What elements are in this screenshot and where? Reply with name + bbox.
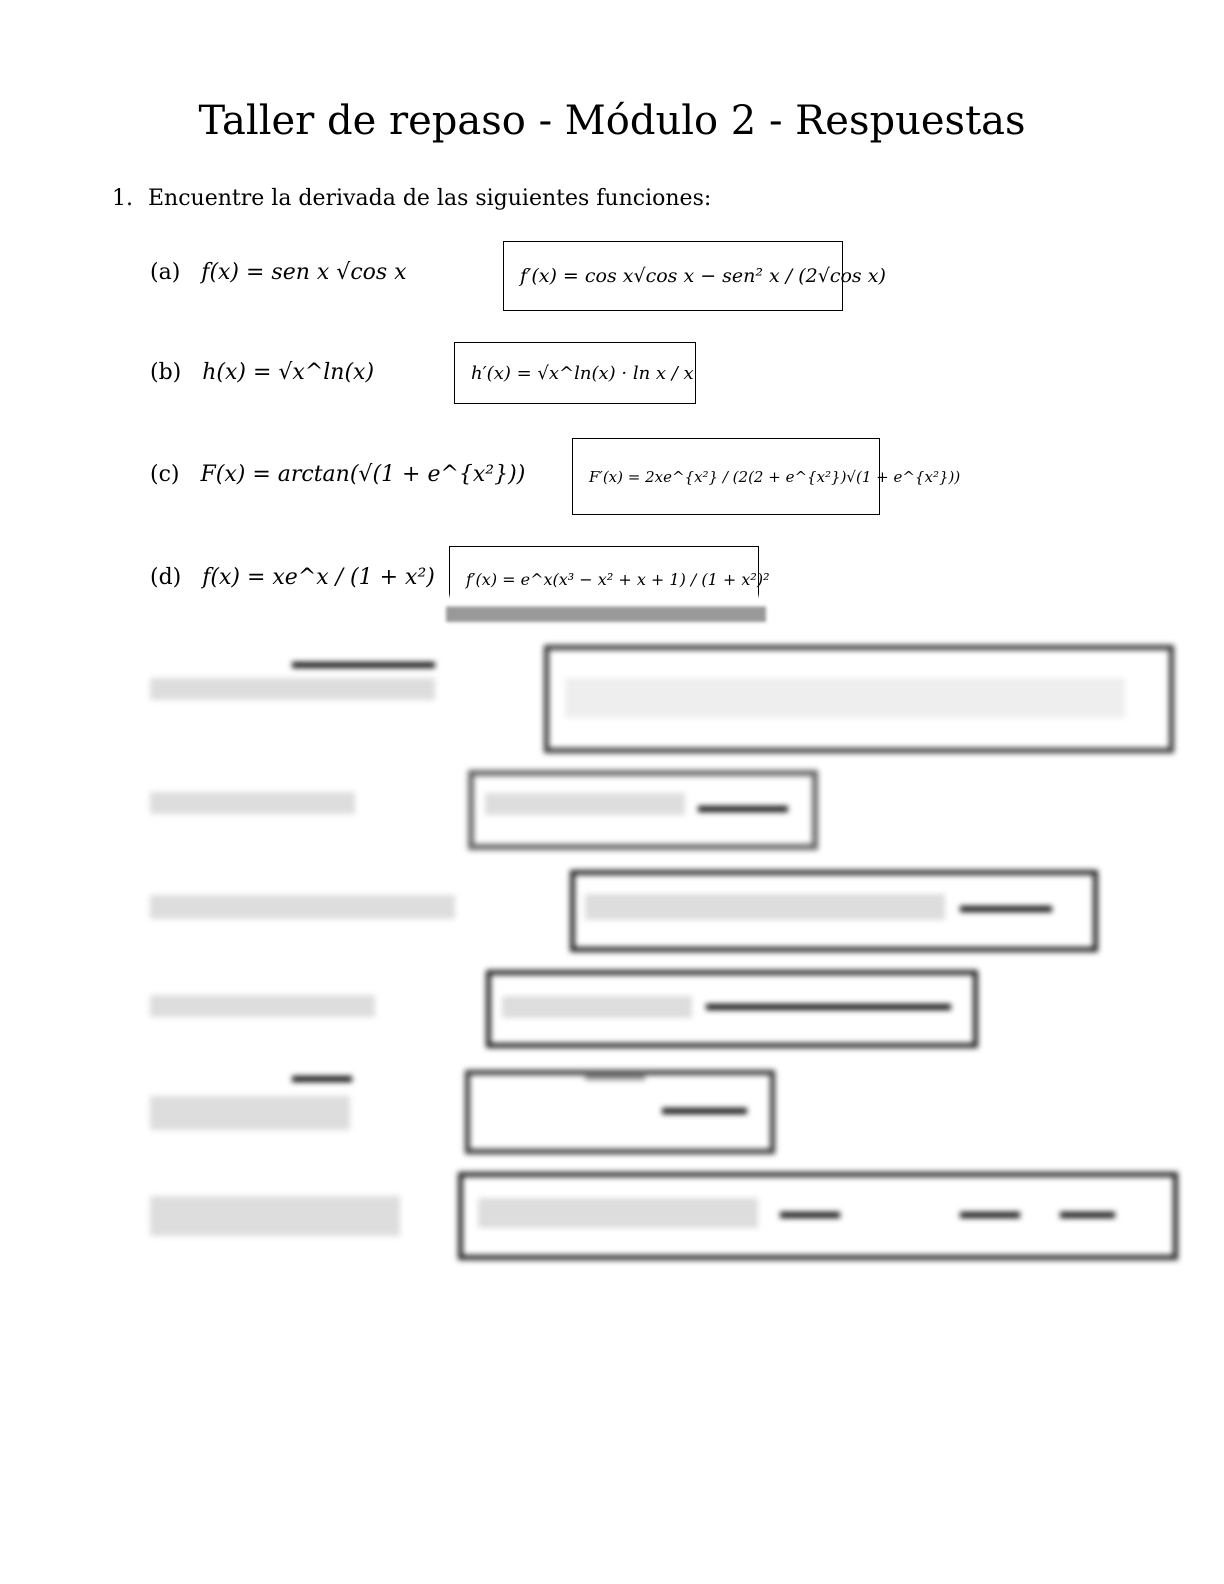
item-answer: F′(x) = 2xe^{x²} / (2(2 + e^{x²})√(1 + e^{x²})): [589, 467, 961, 486]
item-answer: h′(x) = √x^ln(x) · ln x / x: [471, 362, 694, 384]
item-b-function: [150, 360, 374, 385]
item-function: F(x) = arctan(√(1 + e^{x²})): [200, 462, 526, 487]
item-label: (a): [150, 260, 181, 285]
item-label: (d): [150, 565, 182, 590]
item-label: (c): [150, 462, 180, 487]
blurred-content: [565, 678, 1125, 718]
blurred-content: [502, 996, 692, 1018]
blurred-mark: [698, 806, 788, 812]
problem-text: Encuentre la derivada de las siguientes funciones:: [148, 186, 712, 211]
blurred-function: [150, 1096, 350, 1130]
blurred-function: [150, 895, 455, 919]
item-function: f(x) = xe^x / (1 + x²): [202, 565, 435, 590]
item-answer: f′(x) = e^x(x³ − x² + x + 1) / (1 + x²)²: [466, 569, 770, 589]
blurred-mark: [292, 662, 435, 668]
item-a-function: [150, 260, 407, 285]
blurred-function: [150, 995, 375, 1017]
blurred-function: [150, 1196, 400, 1236]
item-a-answer-box: [503, 241, 886, 311]
blurred-content: [585, 894, 945, 920]
item-function: f(x) = sen x √cos x: [201, 260, 407, 285]
problem-number: 1.: [112, 186, 133, 211]
item-c-answer-box: [572, 438, 961, 515]
item-answer: f′(x) = cos x√cos x − sen² x / (2√cos x): [520, 265, 886, 287]
blurred-mark: [662, 1108, 747, 1114]
blurred-content: [485, 793, 685, 815]
blurred-mark: [706, 1004, 951, 1010]
blurred-mark: [585, 1074, 645, 1080]
blur-transition: [446, 596, 766, 622]
item-b-answer-box: [454, 342, 696, 404]
blurred-mark: [780, 1212, 840, 1218]
blurred-mark: [960, 1212, 1020, 1218]
item-d-function: [150, 565, 435, 590]
item-label: (b): [150, 360, 182, 385]
item-function: h(x) = √x^ln(x): [202, 360, 375, 385]
blurred-mark: [1060, 1212, 1115, 1218]
blurred-content: [478, 1198, 758, 1228]
item-c-function: [150, 462, 525, 487]
blurred-function: [150, 792, 355, 814]
blurred-function: [150, 678, 435, 700]
blurred-mark: [960, 906, 1052, 912]
problem-prompt: [112, 186, 711, 211]
page-title: Taller de repaso - Módulo 2 - Respuestas: [198, 98, 1026, 144]
blurred-mark: [292, 1076, 352, 1082]
